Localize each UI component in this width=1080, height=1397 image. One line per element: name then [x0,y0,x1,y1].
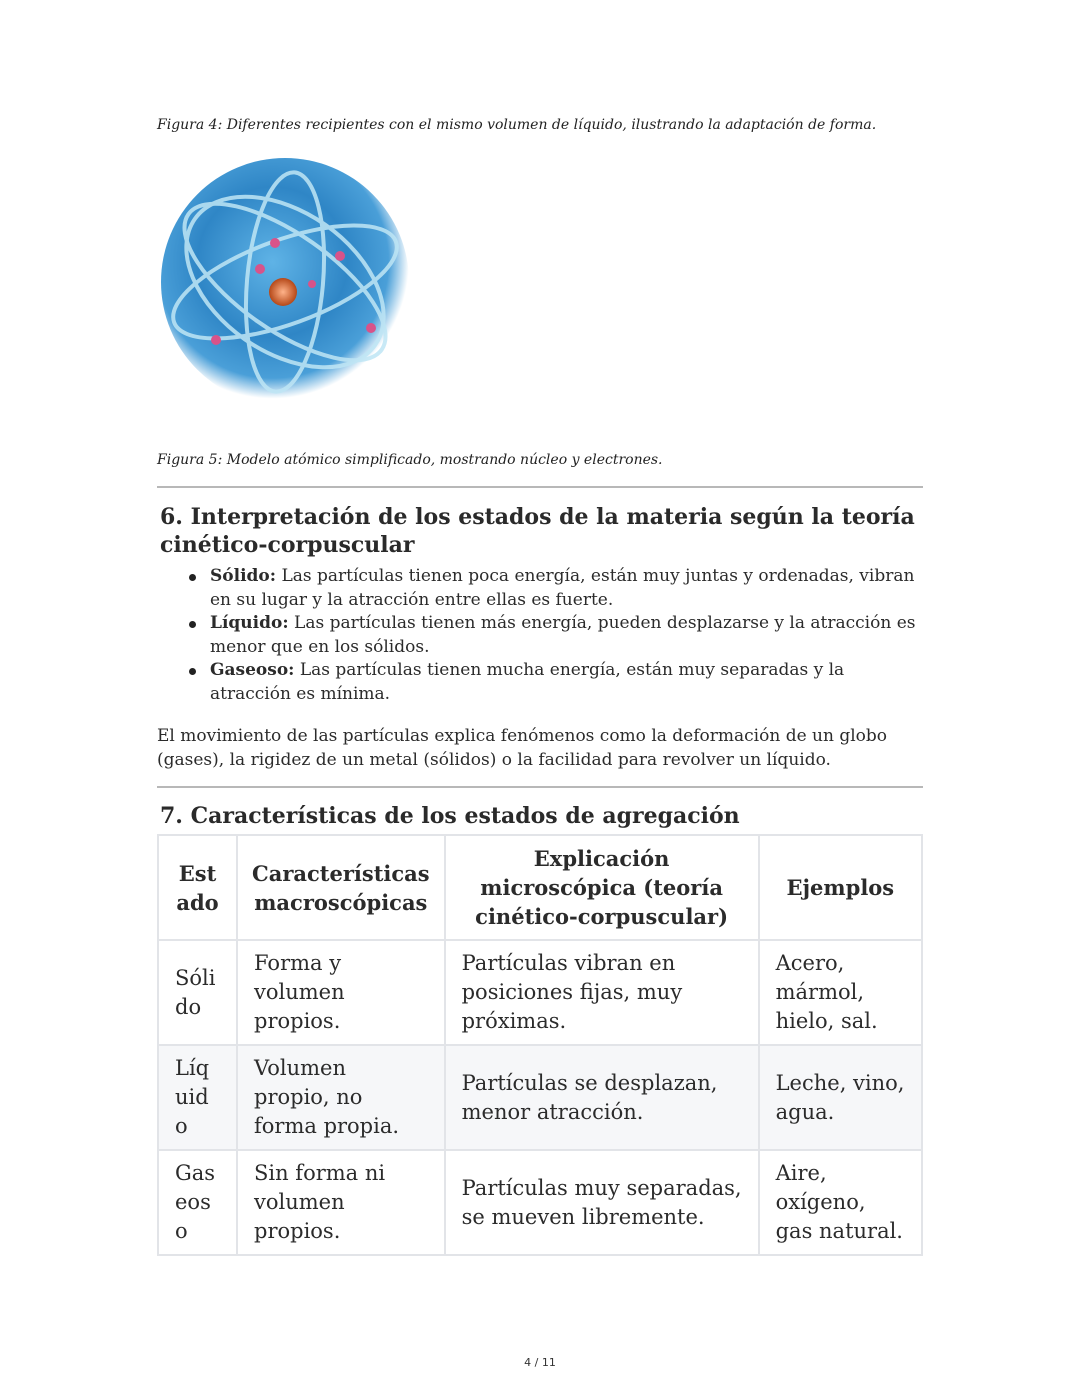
states-list [186,565,926,706]
section-divider [157,486,923,488]
state-term: Gaseoso: [210,660,295,680]
table-cell: Gas eos o [158,1150,237,1255]
table-cell: Forma y volumen propios. [237,940,445,1045]
table-row [158,1150,922,1255]
bullet-icon [189,668,196,675]
page-number: 4 / 11 [524,1356,556,1369]
column-header: Est ado [158,835,237,940]
column-header: Ejemplos [759,835,922,940]
bullet-icon [189,574,196,581]
table-cell: Partículas se desplazan, menor atracción. [445,1045,759,1150]
figure-5-caption: Figura 5: Modelo atómico simplificado, mostrando núcleo y electrones. [157,452,663,468]
table-cell: Partículas vibran en posiciones fijas, muy próximas. [445,940,759,1045]
state-term: Líquido: [210,613,289,633]
states-table [157,834,923,1256]
table-cell: Partículas muy separadas, se mueven libremente. [445,1150,759,1255]
state-description: Las partículas tienen mucha energía, están muy separadas y la atracción es mínima. [210,660,845,704]
table-cell: Acero, mármol, hielo, sal. [759,940,922,1045]
column-header: Características macroscópicas [237,835,445,940]
table-cell: Volumen propio, no forma propia. [237,1045,445,1150]
body-paragraph: El movimiento de las partículas explica fenómenos como la deformación de un globo (gases), la rigidez de un metal (sólidos) o la facilidad para revolver un líquido. [157,726,888,770]
section-divider [157,786,923,788]
table-cell: Aire, oxígeno, gas natural. [759,1150,922,1255]
table-row [158,1045,922,1150]
section-6-heading: 6. Interpretación de los estados de la materia según la teoría cinético-corpuscular [160,504,915,558]
list-item [186,612,926,659]
table-cell: Leche, vino, agua. [759,1045,922,1150]
column-header: Explicación microscópica (teoría cinético-corpuscular) [445,835,759,940]
section-7-heading: 7. Características de los estados de agregación [160,803,740,829]
state-description: Las partículas tienen poca energía, están muy juntas y ordenadas, vibran en su lugar y la atracción entre ellas es fuerte. [210,566,915,610]
state-term: Sólido: [210,566,277,586]
figure-4-caption: Figura 4: Diferentes recipientes con el mismo volumen de líquido, ilustrando la adaptación de forma. [157,117,877,133]
list-item [186,565,926,612]
table-cell: Líq uid o [158,1045,237,1150]
bullet-icon [189,621,196,628]
table-header-row [158,835,922,940]
table-row [158,940,922,1045]
state-description: Las partículas tienen más energía, pueden desplazarse y la atracción es menor que en los sólidos. [210,613,916,657]
table-cell: Sin forma ni volumen propios. [237,1150,445,1255]
list-item [186,659,926,706]
table-cell: Sóli do [158,940,237,1045]
atom-model-image [157,152,413,408]
